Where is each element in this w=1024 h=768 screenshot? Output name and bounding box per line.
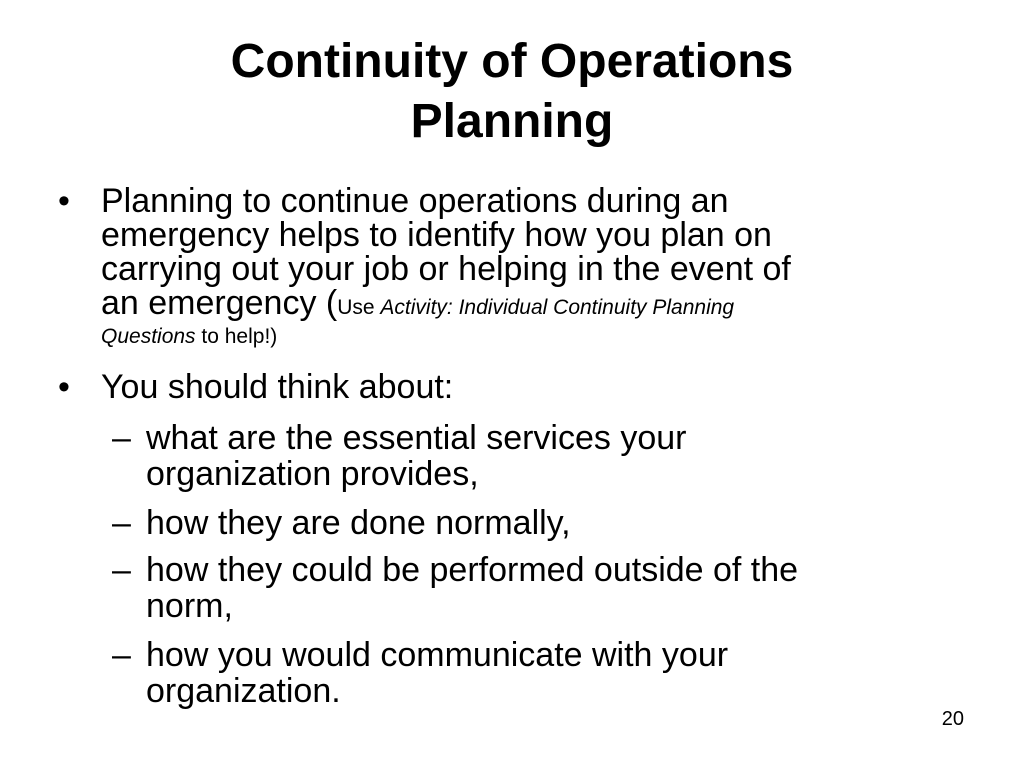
dash-icon: –	[112, 636, 131, 674]
bullet-line: You should think about:	[101, 368, 454, 406]
help-suffix: to help!)	[195, 325, 278, 348]
dash-icon: –	[112, 419, 131, 457]
subpoint-line: what are the essential services your	[146, 419, 687, 457]
bullet-icon: •	[58, 368, 70, 406]
subpoint-line: how they could be performed outside of the	[146, 551, 799, 589]
bullet-text	[101, 184, 921, 349]
slide-title-line-2: Planning	[410, 95, 614, 148]
activity-reference-line	[101, 325, 921, 349]
page-number: 20	[941, 708, 964, 730]
subpoint-line: organization provides,	[146, 455, 479, 493]
subpoint-text	[146, 637, 946, 709]
subpoint-line: how you would communicate with your	[146, 636, 729, 674]
dash-icon: –	[112, 551, 131, 589]
bullet-line	[101, 286, 921, 325]
subpoint-text	[146, 420, 946, 492]
dash-icon: –	[112, 504, 131, 542]
use-text: Use	[337, 296, 381, 319]
subpoint-text	[146, 505, 946, 541]
slide-title	[60, 32, 964, 152]
subpoint-text	[146, 552, 946, 624]
activity-title-part-1: Activity: Individual Continuity Planning	[380, 296, 735, 319]
bullet-line-start: an emergency (	[101, 284, 338, 322]
activity-title-part-2: Questions	[101, 325, 196, 348]
subpoint-line: how they are done normally,	[146, 504, 571, 542]
bullet-line: Planning to continue operations during an	[101, 182, 729, 220]
bullet-icon: •	[58, 182, 70, 220]
bullet-line: carrying out your job or helping in the event of	[101, 250, 791, 288]
bullet-text	[101, 370, 921, 404]
subpoint-line: norm,	[146, 587, 233, 625]
bullet-line: emergency helps to identify how you plan on	[101, 216, 772, 254]
slide-title-line-1: Continuity of Operations	[230, 35, 794, 88]
subpoint-line: organization.	[146, 672, 341, 710]
